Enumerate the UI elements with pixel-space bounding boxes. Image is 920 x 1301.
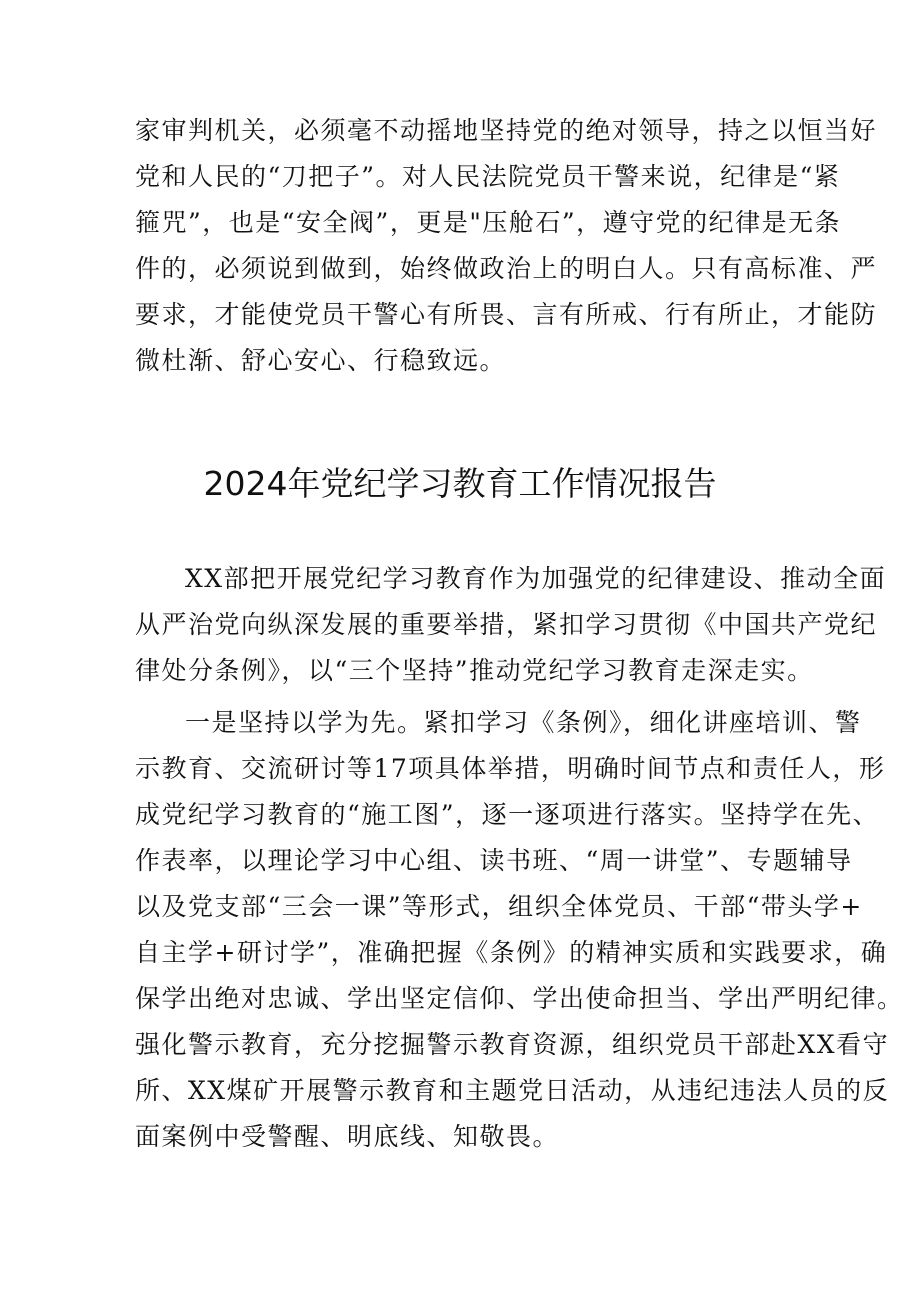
point-one-paragraph [135, 700, 904, 1160]
paragraph-line: 面案例中受警醒、明底线、知敬畏。 [135, 1122, 560, 1151]
paragraph-line: 保学出绝对忠诚、学出坚定信仰、学出使命担当、学出严明纪律。 [135, 984, 904, 1013]
paragraph-line: 作表率，以理论学习中心组、读书班、“周一讲堂”、专题辅导 [135, 846, 853, 875]
paragraph-line: 从严治党向纵深发展的重要举措，紧扣学习贯彻《中国共产党纪 [135, 610, 878, 639]
paragraph-line: 微杜渐、舒心安心、行稳致远。 [135, 346, 507, 375]
paragraph-line: 家审判机关，必须毫不动摇地坚持党的绝对领导，持之以恒当好 [135, 116, 878, 145]
paragraph-line: 所、XX煤矿开展警示教育和主题党日活动，从违纪违法人员的反 [135, 1076, 890, 1105]
paragraph-line: 自主学+研讨学”，准确把握《条例》的精神实质和实践要求，确 [135, 938, 888, 967]
paragraph-line: 一是坚持以学为先。紧扣学习《条例》，细化讲座培训、警 [185, 708, 862, 737]
paragraph-line: 件的，必须说到做到，始终做政治上的明白人。只有高标准、严 [135, 254, 878, 283]
paragraph-line: 成党纪学习教育的“施工图”，逐一逐项进行落实。坚持学在先、 [135, 800, 880, 829]
paragraph-line: 示教育、交流研讨等17项具体举措，明确时间节点和责任人，形 [135, 754, 886, 783]
document-title: 2024年党纪学习教育工作情况报告 [203, 464, 717, 503]
paragraph-line: XX部把开展党纪学习教育作为加强党的纪律建设、推动全面 [185, 564, 887, 593]
paragraph-line: 箍咒”，也是“安全阀”，更是"压舱石”，遵守党的纪律是无条 [135, 208, 842, 237]
paragraph-line: 要求，才能使党员干警心有所畏、言有所戒、行有所止，才能防 [135, 300, 878, 329]
intro-paragraph [135, 556, 887, 694]
paragraph-line: 律处分条例》，以“三个坚持”推动党纪学习教育走深走实。 [135, 656, 814, 685]
previous-section-paragraph [135, 108, 878, 384]
paragraph-line: 党和人民的“刀把子”。对人民法院党员干警来说，纪律是“紧 [135, 162, 841, 191]
paragraph-line: 以及党支部“三会一课”等形式，组织全体党员、干部“带头学+ [135, 892, 863, 921]
paragraph-line: 强化警示教育，充分挖掘警示教育资源，组织党员干部赴XX看守 [135, 1030, 890, 1059]
